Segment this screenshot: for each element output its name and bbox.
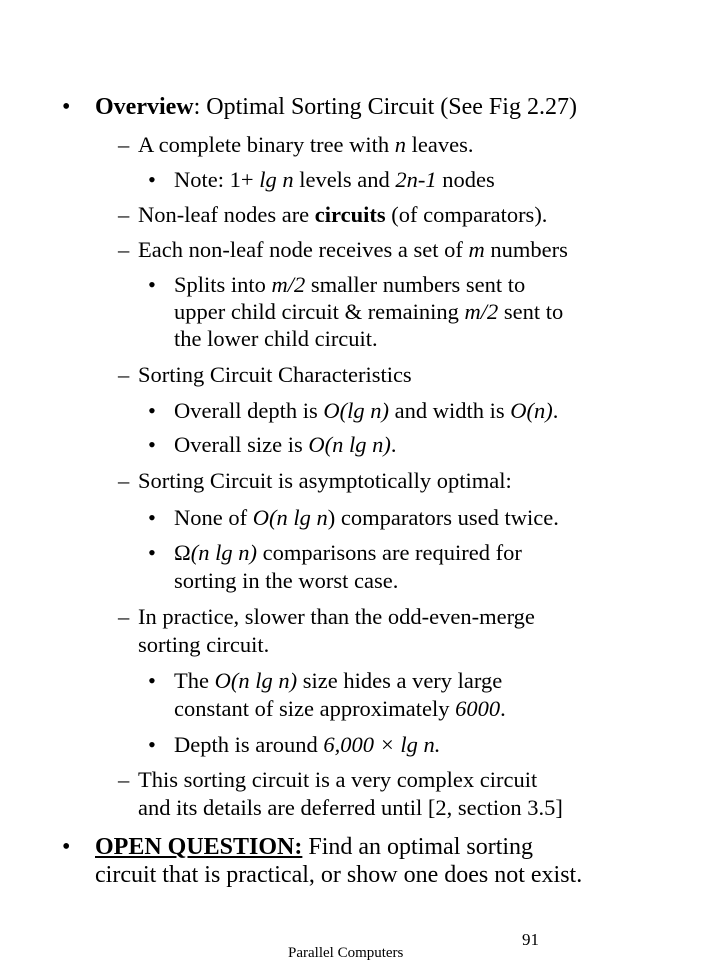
dash-item4: – — [118, 362, 130, 387]
item3-sub-line3: the lower child circuit. — [174, 326, 378, 351]
bullet-item3-sub: • — [148, 272, 156, 297]
bullet-item1-sub: • — [148, 167, 156, 192]
bullet-item4-sub1: • — [148, 398, 156, 423]
item4-sub2-line: Overall size is O(n lg n). — [174, 432, 397, 457]
item3-sub-line2: upper child circuit & remaining m/2 sent to — [174, 299, 564, 324]
item3-line: Each non-leaf node receives a set of m numbers — [138, 237, 568, 262]
item4-line: Sorting Circuit Characteristics — [138, 362, 412, 387]
footer-title: Parallel Computers — [288, 945, 404, 961]
open-question-line2: circuit that is practical, or show one does not exist. — [95, 862, 583, 888]
item6-line2: sorting circuit. — [138, 632, 270, 657]
item3-sub-line1: Splits into m/2 smaller numbers sent to — [174, 272, 526, 297]
overview-line: Overview: Optimal Sorting Circuit (See Fig 2.27) — [95, 94, 577, 120]
bullet-main-overview: • — [62, 94, 71, 120]
item6-line1: In practice, slower than the odd-even-merge — [138, 604, 535, 629]
item1-sub-line: Note: 1+ lg n levels and 2n-1 nodes — [174, 167, 495, 192]
item7-line2: and its details are deferred until [2, section 3.5] — [138, 795, 563, 820]
item6-sub2-line: Depth is around 6,000 × lg n. — [174, 732, 441, 757]
item4-sub1-line: Overall depth is O(lg n) and width is O(n). — [174, 398, 559, 423]
bullet-item4-sub2: • — [148, 432, 156, 457]
item5-sub2-line1: Ω(n lg n) comparisons are required for — [174, 540, 522, 565]
dash-item1: – — [118, 132, 130, 157]
dash-item2: – — [118, 202, 130, 227]
item2-line: Non-leaf nodes are circuits (of comparators). — [138, 202, 548, 227]
item5-sub1-line: None of O(n lg n) comparators used twice. — [174, 505, 559, 530]
dash-item5: – — [118, 468, 130, 493]
bullet-item6-sub2: • — [148, 732, 156, 757]
bullet-item5-sub1: • — [148, 505, 156, 530]
item6-sub1-line2: constant of size approximately 6000. — [174, 696, 506, 721]
omega-symbol: Ω — [174, 540, 191, 565]
page-number: 91 — [522, 930, 539, 949]
open-question-label: OPEN QUESTION: — [95, 834, 303, 860]
dash-item6: – — [118, 604, 130, 629]
item7-line1: This sorting circuit is a very complex circuit — [138, 767, 538, 792]
dash-item3: – — [118, 237, 130, 262]
item5-line: Sorting Circuit is asymptotically optimal: — [138, 468, 512, 493]
overview-label: Overview — [95, 94, 194, 120]
dash-item7: – — [118, 767, 130, 792]
open-question-line1: OPEN QUESTION: Find an optimal sorting — [95, 834, 534, 860]
bullet-item5-sub2: • — [148, 540, 156, 565]
item6-sub1-line1: The O(n lg n) size hides a very large — [174, 668, 503, 693]
bullet-item6-sub1: • — [148, 668, 156, 693]
item1-line: A complete binary tree with n leaves. — [138, 132, 474, 157]
item5-sub2-line2: sorting in the worst case. — [174, 568, 399, 593]
bullet-main-open-question: • — [62, 834, 71, 860]
